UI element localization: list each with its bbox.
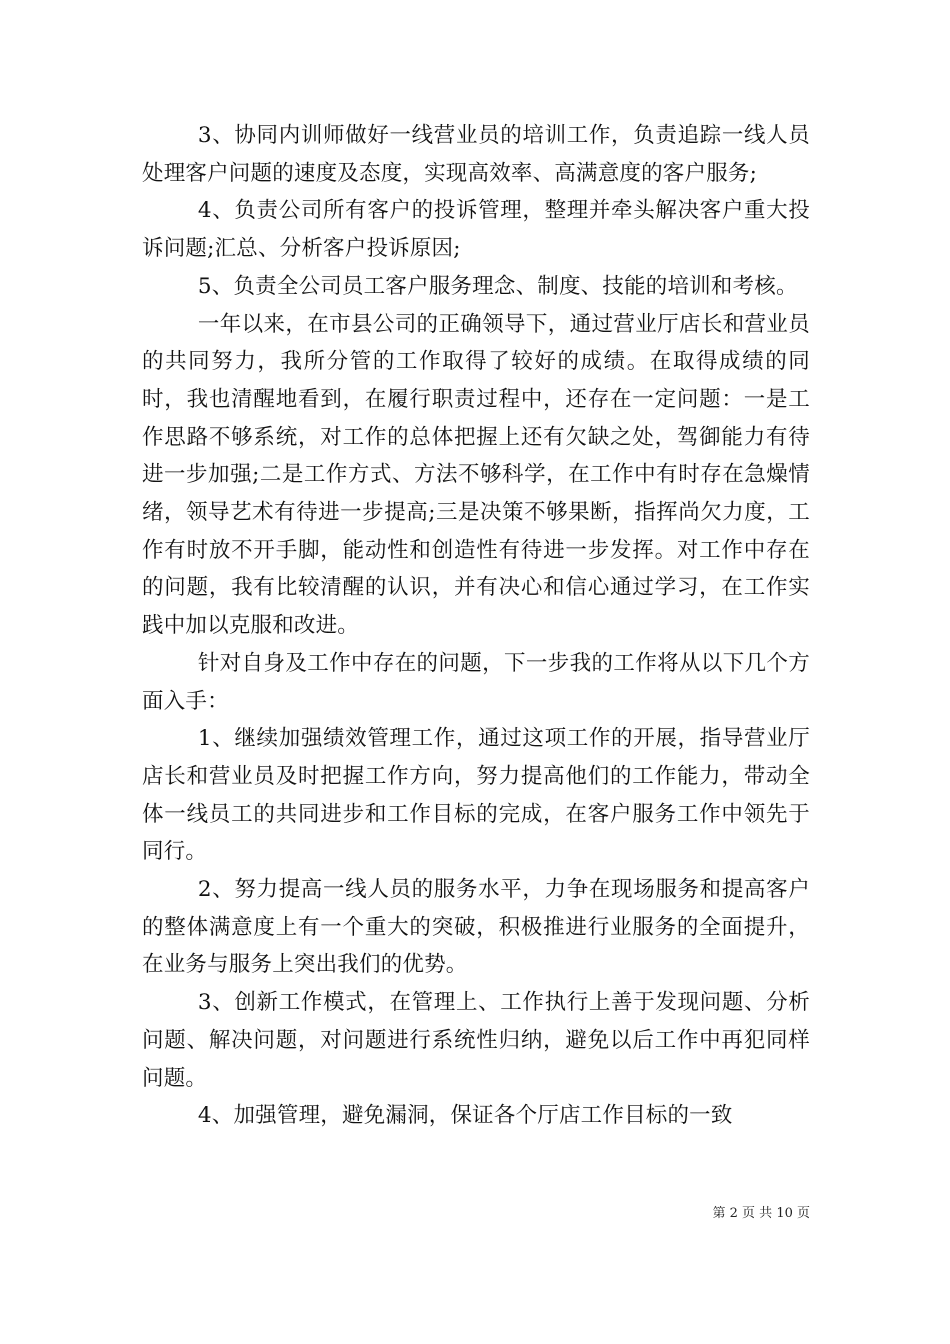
- paragraph-next-steps-intro: 针对自身及工作中存在的问题，下一步我的工作将从以下几个方面入手：: [142, 650, 810, 714]
- page-number: 第 2 页 共 10 页: [712, 1206, 810, 1221]
- paragraph-duty-4: 4、负责公司所有客户的投诉管理，整理并牵头解决客户重大投诉问题;汇总、分析客户投诉原因;: [142, 198, 810, 262]
- paragraph-duty-3: 3、协同内训师做好一线营业员的培训工作，负责追踪一线人员处理客户问题的速度及态度，实现高效率、高满意度的客户服务;: [142, 123, 810, 186]
- paragraph-review: 一年以来，在市县公司的正确领导下，通过营业厅店长和营业员的共同努力，我所分管的工作取得了较好的成绩。在取得成绩的同时，我也清醒地看到，在履行职责过程中，还存在一定问题：一是工作思路不够系统，对工作的总体把握上还有欠缺之处，驾御能力有待进一步加强;二是工作方式、方法不够科学，在工作中有时存在急燥情绪，领导艺术有待进一步提高;三是决策不够果断，指挥尚欠力度，工作有时放不开手脚，能动性和创造性有待进一步发挥。对工作中存在的问题，我有比较清醒的认识，并有决心和信心通过学习，在工作实践中加以克服和改进。: [142, 311, 810, 639]
- paragraph-duty-5: 5、负责全公司员工客户服务理念、制度、技能的培训和考核。: [197, 273, 798, 299]
- paragraph-plan-4: 4、加强管理，避免漏洞，保证各个厅店工作目标的一致: [197, 1103, 733, 1129]
- paragraph-plan-1: 1、继续加强绩效管理工作，通过这项工作的开展，指导营业厅店长和营业员及时把握工作方向，努力提高他们的工作能力，带动全体一线员工的共同进步和工作目标的完成，在客户服务工作中领先于同行。: [142, 726, 810, 865]
- paragraph-plan-3: 3、创新工作模式，在管理上、工作执行上善于发现问题、分析问题、解决问题，对问题进行系统性归纳，避免以后工作中再犯同样问题。: [142, 990, 810, 1091]
- paragraph-plan-2: 2、努力提高一线人员的服务水平，力争在现场服务和提高客户的整体满意度上有一个重大的突破，积极推进行业服务的全面提升，在业务与服务上突出我们的优势。: [142, 877, 810, 978]
- document-body: [142, 117, 810, 1135]
